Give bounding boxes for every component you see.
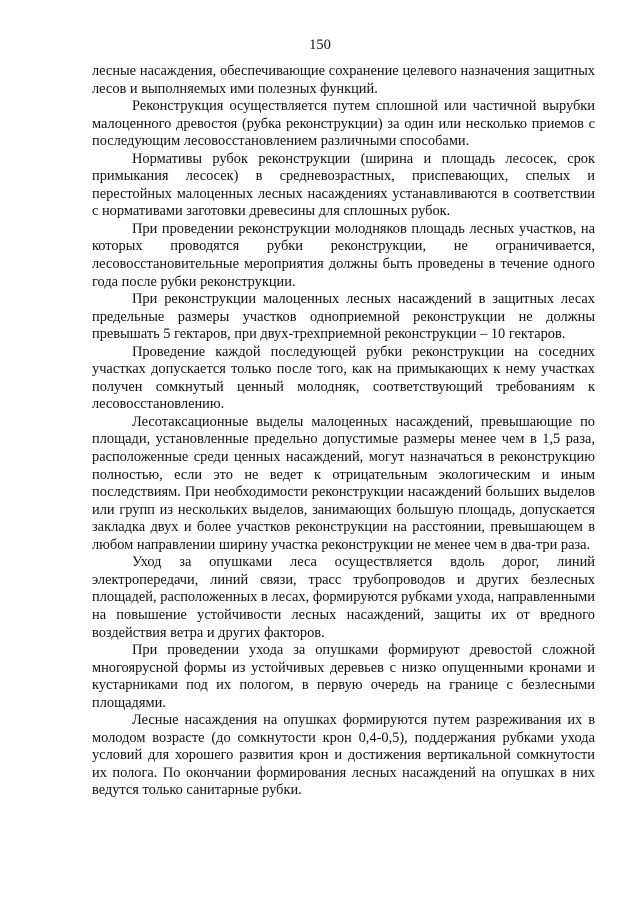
paragraph-5: При реконструкции малоценных лесных насаждений в защитных лесах предельные размеры участков одноприемной реконструкции не должны превышать 5 гектаров, при двух-трехприемной реконструкции – 10 гектаров. [92, 291, 595, 343]
paragraph-4: При проведении реконструкции молодняков площадь лесных участков, на которых проводятся рубки реконструкции, не ограничивается, лесовосстановительные мероприятия должны быть проведены в течение одного года после рубки реконструкции. [92, 220, 595, 290]
paragraph-8: Уход за опушками леса осуществляется вдоль дорог, линий электропередачи, линий связи, трасс трубопроводов и других безлесных площадей, расположенных в лесах, формируются рубками ухода, направленными на повышение устойчивости лесных насаждений, защиты их от вредного воздействия ветра и других факторов. [92, 554, 595, 641]
page-number: 150 [309, 37, 331, 53]
paragraph-10: Лесные насаждения на опушках формируются путем разреживания их в молодом возрасте (до сомкнутости крон 0,4-0,5), поддержания рубками ухода условий для хорошего развития крон и достижения вертикальной сомкнутости их полога. По окончании формирования лесных насаждений на опушках в них ведутся только санитарные рубки. [92, 712, 595, 799]
paragraph-6: Проведение каждой последующей рубки реконструкции на соседних участках допускается только после того, как на примыкающих к нему участках получен сомкнутый ценный молодняк, соответствующий требованиям к лесовосстановлению. [92, 343, 595, 413]
paragraph-2: Реконструкция осуществляется путем сплошной или частичной вырубки малоценного древостоя (рубка реконструкции) за один или несколько приемов с последующим лесовосстановлением различными способами. [92, 98, 595, 150]
paragraph-3: Нормативы рубок реконструкции (ширина и площадь лесосек, срок примыкания лесосек) в средневозрастных, приспевающих, спелых и перестойных малоценных лесных насаждениях устанавливаются в соответствии с нормативами заготовки древесины для сплошных рубок. [92, 150, 595, 220]
paragraph-7: Лесотаксационные выделы малоценных насаждений, превышающие по площади, установленные предельно допустимые размеры менее чем в 1,5 раза, расположенные среди ценных насаждений, могут назначаться в реконструкцию полностью, если это не ведет к отрицательным экологическим и иным последствиям. При необходимости реконструкции насаждений больших выделов или групп из нескольких выделов, занимающих большую площадь, допускается закладка двух и более участков реконструкции на расстоянии, превышающем в любом направлении ширину участка реконструкции не менее чем в два-три раза. [92, 413, 595, 553]
paragraph-9: При проведении ухода за опушками формируют древостой сложной многоярусной формы из устойчивых деревьев с низко опущенными кронами и кустарниками под их пологом, в первую очередь на границе с безлесными площадями. [92, 642, 595, 711]
paragraph-1: лесные насаждения, обеспечивающие сохранение целевого назначения защитных лесов и выполняемых ими полезных функций. [92, 63, 595, 97]
document-body [92, 63, 595, 800]
